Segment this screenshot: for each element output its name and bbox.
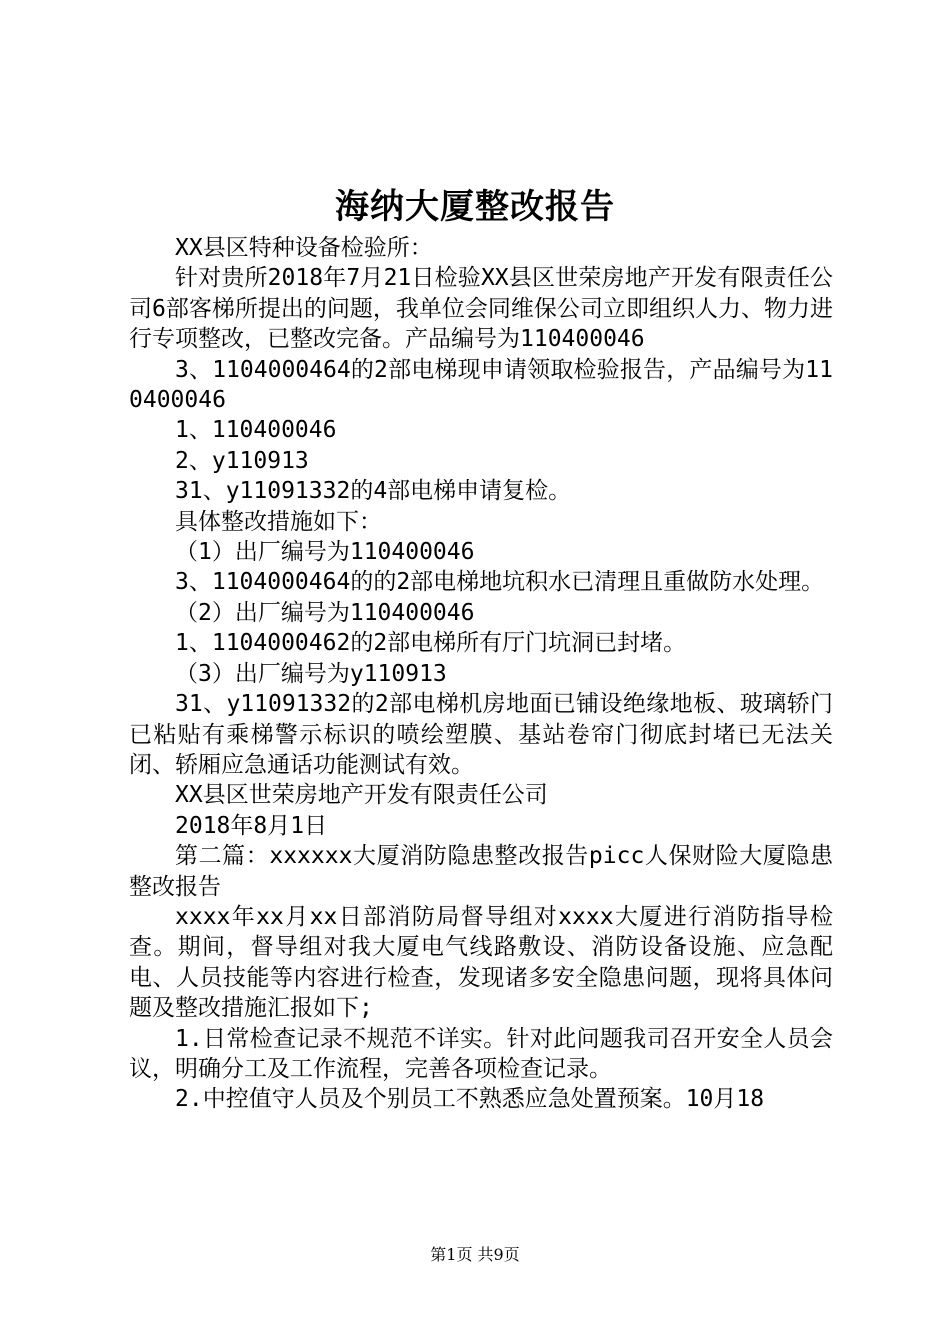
paragraph: 3、1104000464的的2部电梯地坑积水已清理且重做防水处理。	[175, 569, 825, 596]
paragraph: （3）出厂编号为y110913	[175, 660, 447, 687]
paragraph: 1、110400046	[175, 417, 337, 444]
paragraph: 2、y110913	[175, 447, 309, 474]
paragraph: 3、1104000464的2部电梯现申请领取检验报告，产品编号为110400046	[129, 356, 833, 414]
paragraph: 1.日常检查记录不规范不详实。针对此问题我司召开安全人员会议，明确分工及工作流程，完善各项检查记录。	[129, 1025, 833, 1082]
page-number: 第1页 共9页	[430, 1245, 520, 1264]
paragraph: 2.中控值守人员及个别员工不熟悉应急处置预案。10月18	[175, 1086, 765, 1113]
paragraph: 第二篇：xxxxxx大厦消防隐患整改报告picc人保财险大厦隐患整改报告	[129, 843, 833, 900]
paragraph: 31、y11091332的4部电梯申请复检。	[175, 478, 572, 505]
paragraph: xxxx年xx月xx日部消防局督导组对xxxx大厦进行消防指导检查。期间，督导组对我大厦电气线路敷设、消防设备设施、应急配电、人员技能等内容进行检查，发现诸多安全隐患问题，现将具体问题及整改措施汇报如下;	[129, 903, 833, 1022]
paragraph: 具体整改措施如下：	[175, 508, 382, 535]
paragraph: （1）出厂编号为110400046	[175, 539, 475, 566]
document-title: 海纳大厦整改报告	[335, 187, 615, 227]
document-body	[129, 233, 833, 1115]
paragraph: 针对贵所2018年7月21日检验XX县区世荣房地产开发有限责任公司6部客梯所提出的问题，我单位会同维保公司立即组织人力、物力进行专项整改，已整改完备。产品编号为110400046	[129, 265, 833, 353]
paragraph: XX县区世荣房地产开发有限责任公司	[175, 782, 548, 809]
paragraph: XX县区特种设备检验所：	[175, 235, 433, 261]
paragraph: （2）出厂编号为110400046	[175, 599, 475, 626]
paragraph: 31、y11091332的2部电梯机房地面已铺设绝缘地板、玻璃轿门已粘贴有乘梯警示标识的喷绘塑膜、基站卷帘门彻底封堵已无法关闭、轿厢应急通话功能测试有效。	[129, 691, 833, 778]
paragraph: 1、1104000462的2部电梯所有厅门坑洞已封堵。	[175, 630, 687, 657]
paragraph: 2018年8月1日	[175, 812, 328, 839]
